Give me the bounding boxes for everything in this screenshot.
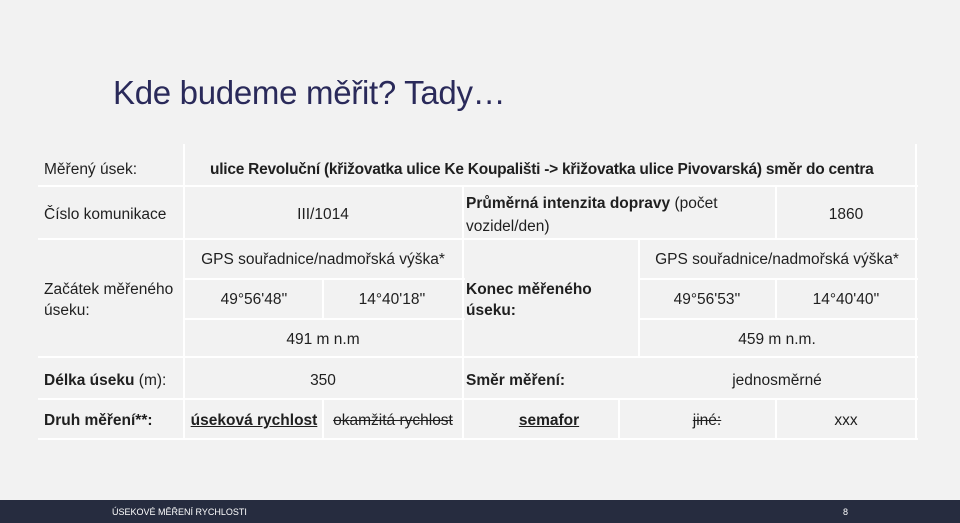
page-title: Kde budeme měřit? Tady… — [113, 74, 506, 111]
column-divider — [775, 185, 777, 238]
row-divider — [38, 356, 918, 358]
start-label-1: Začátek měřeného — [44, 281, 174, 298]
column-divider — [915, 144, 917, 438]
option-other-value: xxx — [834, 412, 858, 429]
option-section-speed: úseková rychlost — [190, 412, 318, 429]
direction-label: Směr měření: — [466, 372, 566, 389]
column-divider — [322, 398, 324, 438]
row-divider — [38, 185, 918, 187]
length-label — [44, 371, 166, 390]
gps-divider — [640, 278, 918, 280]
column-divider — [775, 278, 777, 318]
measurement-type-label: Druh měření**: — [44, 412, 153, 429]
length-label-unit: (m): — [138, 372, 167, 389]
start-gps-header: GPS souřadnice/nadmořská výška* — [201, 251, 445, 268]
gps-divider — [185, 318, 465, 320]
traffic-intensity-bold: Průměrná intenzita dopravy — [466, 195, 671, 212]
column-divider — [322, 278, 324, 318]
gps-divider — [185, 278, 465, 280]
traffic-intensity-unit-2: vozidel/den) — [466, 218, 550, 235]
column-divider — [775, 398, 777, 438]
section-label: Měřený úsek: — [44, 161, 138, 178]
direction-value: jednosměrné — [732, 372, 822, 389]
start-altitude: 491 m n.m — [286, 331, 360, 348]
option-other: jiné: — [692, 412, 722, 429]
end-gps-header: GPS souřadnice/nadmořská výška* — [655, 251, 899, 268]
gps-divider — [640, 318, 918, 320]
row-divider — [38, 398, 918, 400]
footer-text: ÚSEKOVÉ MĚŘENÍ RYCHLOSTI — [112, 507, 247, 517]
start-label-2: úseku: — [44, 302, 90, 319]
row-divider — [38, 438, 918, 440]
end-label-1: Konec měřeného — [466, 281, 592, 298]
end-longitude: 14°40'40'' — [812, 291, 880, 308]
end-altitude: 459 m n.m. — [738, 331, 816, 348]
option-traffic-light: semafor — [518, 412, 580, 429]
column-divider — [462, 185, 464, 438]
column-divider — [183, 144, 185, 438]
length-value: 350 — [310, 372, 336, 389]
road-number-value: III/1014 — [297, 206, 349, 223]
end-label-2: úseku: — [466, 302, 516, 319]
traffic-intensity-label — [466, 194, 718, 213]
section-value: ulice Revoluční (křižovatka ulice Ke Koupališti -> křižovatka ulice Pivovarská) směr do centra — [210, 161, 874, 178]
footer-bar — [0, 500, 960, 523]
row-divider — [38, 238, 918, 240]
column-divider — [618, 398, 620, 438]
start-longitude: 14°40'18'' — [358, 291, 426, 308]
end-latitude: 49°56'53'' — [673, 291, 741, 308]
page-number: 8 — [843, 507, 849, 517]
traffic-intensity-value: 1860 — [828, 206, 864, 223]
length-label-bold: Délka úseku — [44, 372, 135, 389]
start-latitude: 49°56'48'' — [220, 291, 288, 308]
option-instant-speed: okamžitá rychlost — [333, 412, 453, 429]
column-divider — [638, 238, 640, 358]
traffic-intensity-unit-1: (počet — [674, 195, 718, 212]
road-number-label: Číslo komunikace — [44, 206, 167, 223]
